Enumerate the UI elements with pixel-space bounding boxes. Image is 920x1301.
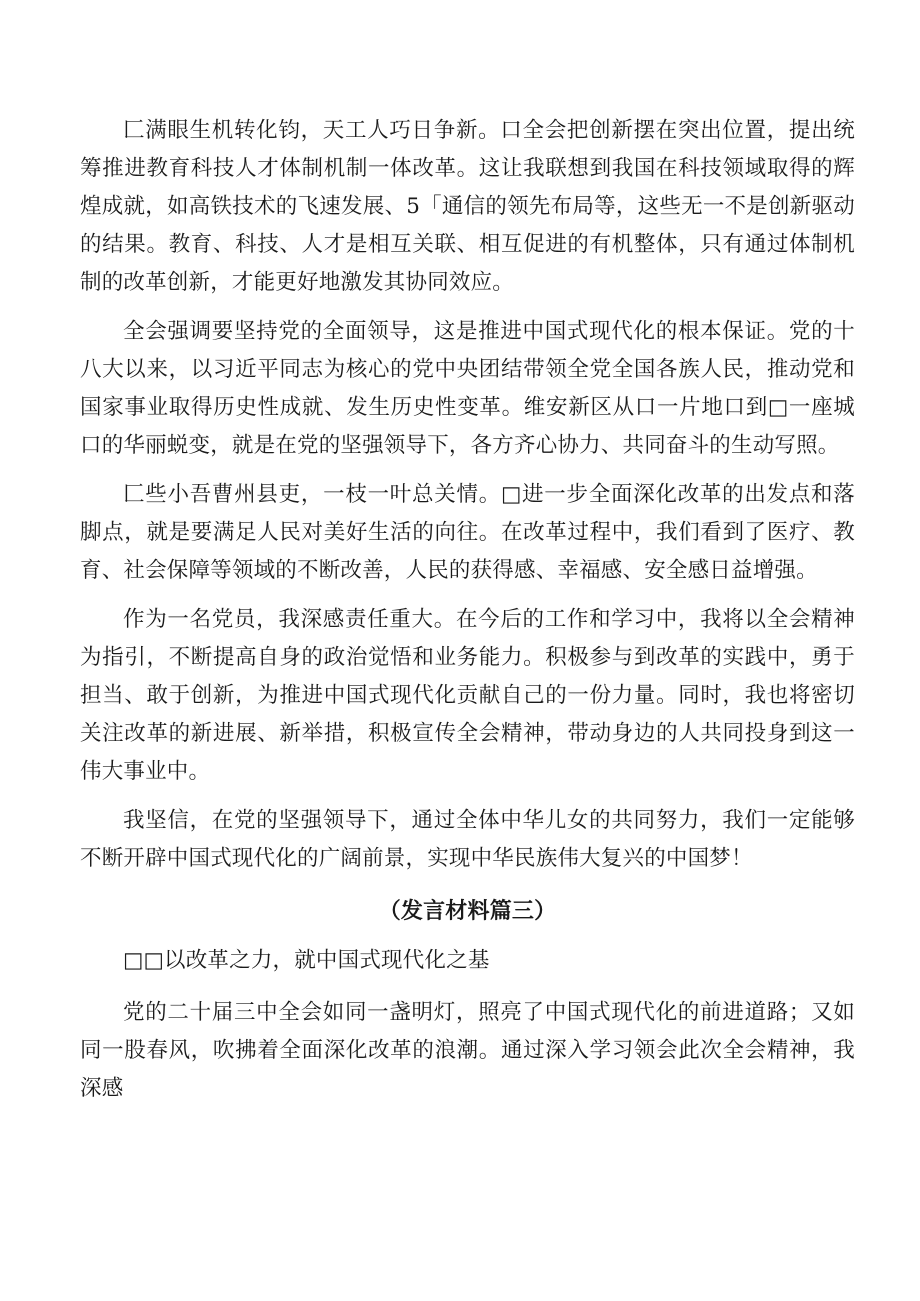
document-body xyxy=(80,112,855,1108)
paragraph-party-member-duty: 作为一名党员，我深感责任重大。在今后的工作和学习中，我将以全会精神为指引，不断提高自身的政治觉悟和业务能力。积极参与到改革的实践中，勇于担当、敢于创新，为推进中国式现代化贡献自己的一份力量。同时，我也将密切关注改革的新进展、新举措，积极宣传全会精神，带动身边的人共同投身到这一伟大事业中。 xyxy=(80,607,855,784)
paragraph-innovation: 匚满眼生机转化钧，天工人巧日争新。口全会把创新摆在突出位置，提出统筹推进教育科技人才体制机制一体改革。这让我联想到我国在科技领域取得的辉煌成就，如高铁技术的飞速发展、5「通信的领先布局等，这些无一不是创新驱动的结果。教育、科技、人才是相互关联、相互促进的有机整体，只有通过体制机制的改革创新，才能更好地激发其协同效应。 xyxy=(80,118,855,295)
paragraph-opening: 党的二十届三中全会如同一盏明灯，照亮了中国式现代化的前进道路；又如同一股春风，吹拂着全面深化改革的浪潮。通过深入学习领会此次全会精神，我深感 xyxy=(80,1000,855,1101)
section-title: （发言材料篇三） xyxy=(378,899,557,924)
paragraph-people-wellbeing: 匚些小吾曹州县吏，一枝一叶总关情。□进一步全面深化改革的出发点和落脚点，就是要满足人民对美好生活的向往。在改革过程中，我们看到了医疗、教育、社会保障等领域的不断改善，人民的获得感、幸福感、安全感日益增强。 xyxy=(80,482,855,583)
section-subtitle: □□以改革之力，就中国式现代化之基 xyxy=(123,948,490,973)
paragraph-conclusion: 我坚信，在党的坚强领导下，通过全体中华儿女的共同努力，我们一定能够不断开辟中国式现代化的广阔前景，实现中华民族伟大复兴的中国梦！ xyxy=(80,808,855,871)
paragraph-party-leadership: 全会强调要坚持党的全面领导，这是推进中国式现代化的根本保证。党的十八大以来，以习近平同志为核心的党中央团结带领全党全国各族人民，推动党和国家事业取得历史性成就、发生历史性变革。维安新区从口一片地口到□一座城口的华丽蜕变，就是在党的坚强领导下，各方齐心协力、共同奋斗的生动写照。 xyxy=(80,319,855,458)
